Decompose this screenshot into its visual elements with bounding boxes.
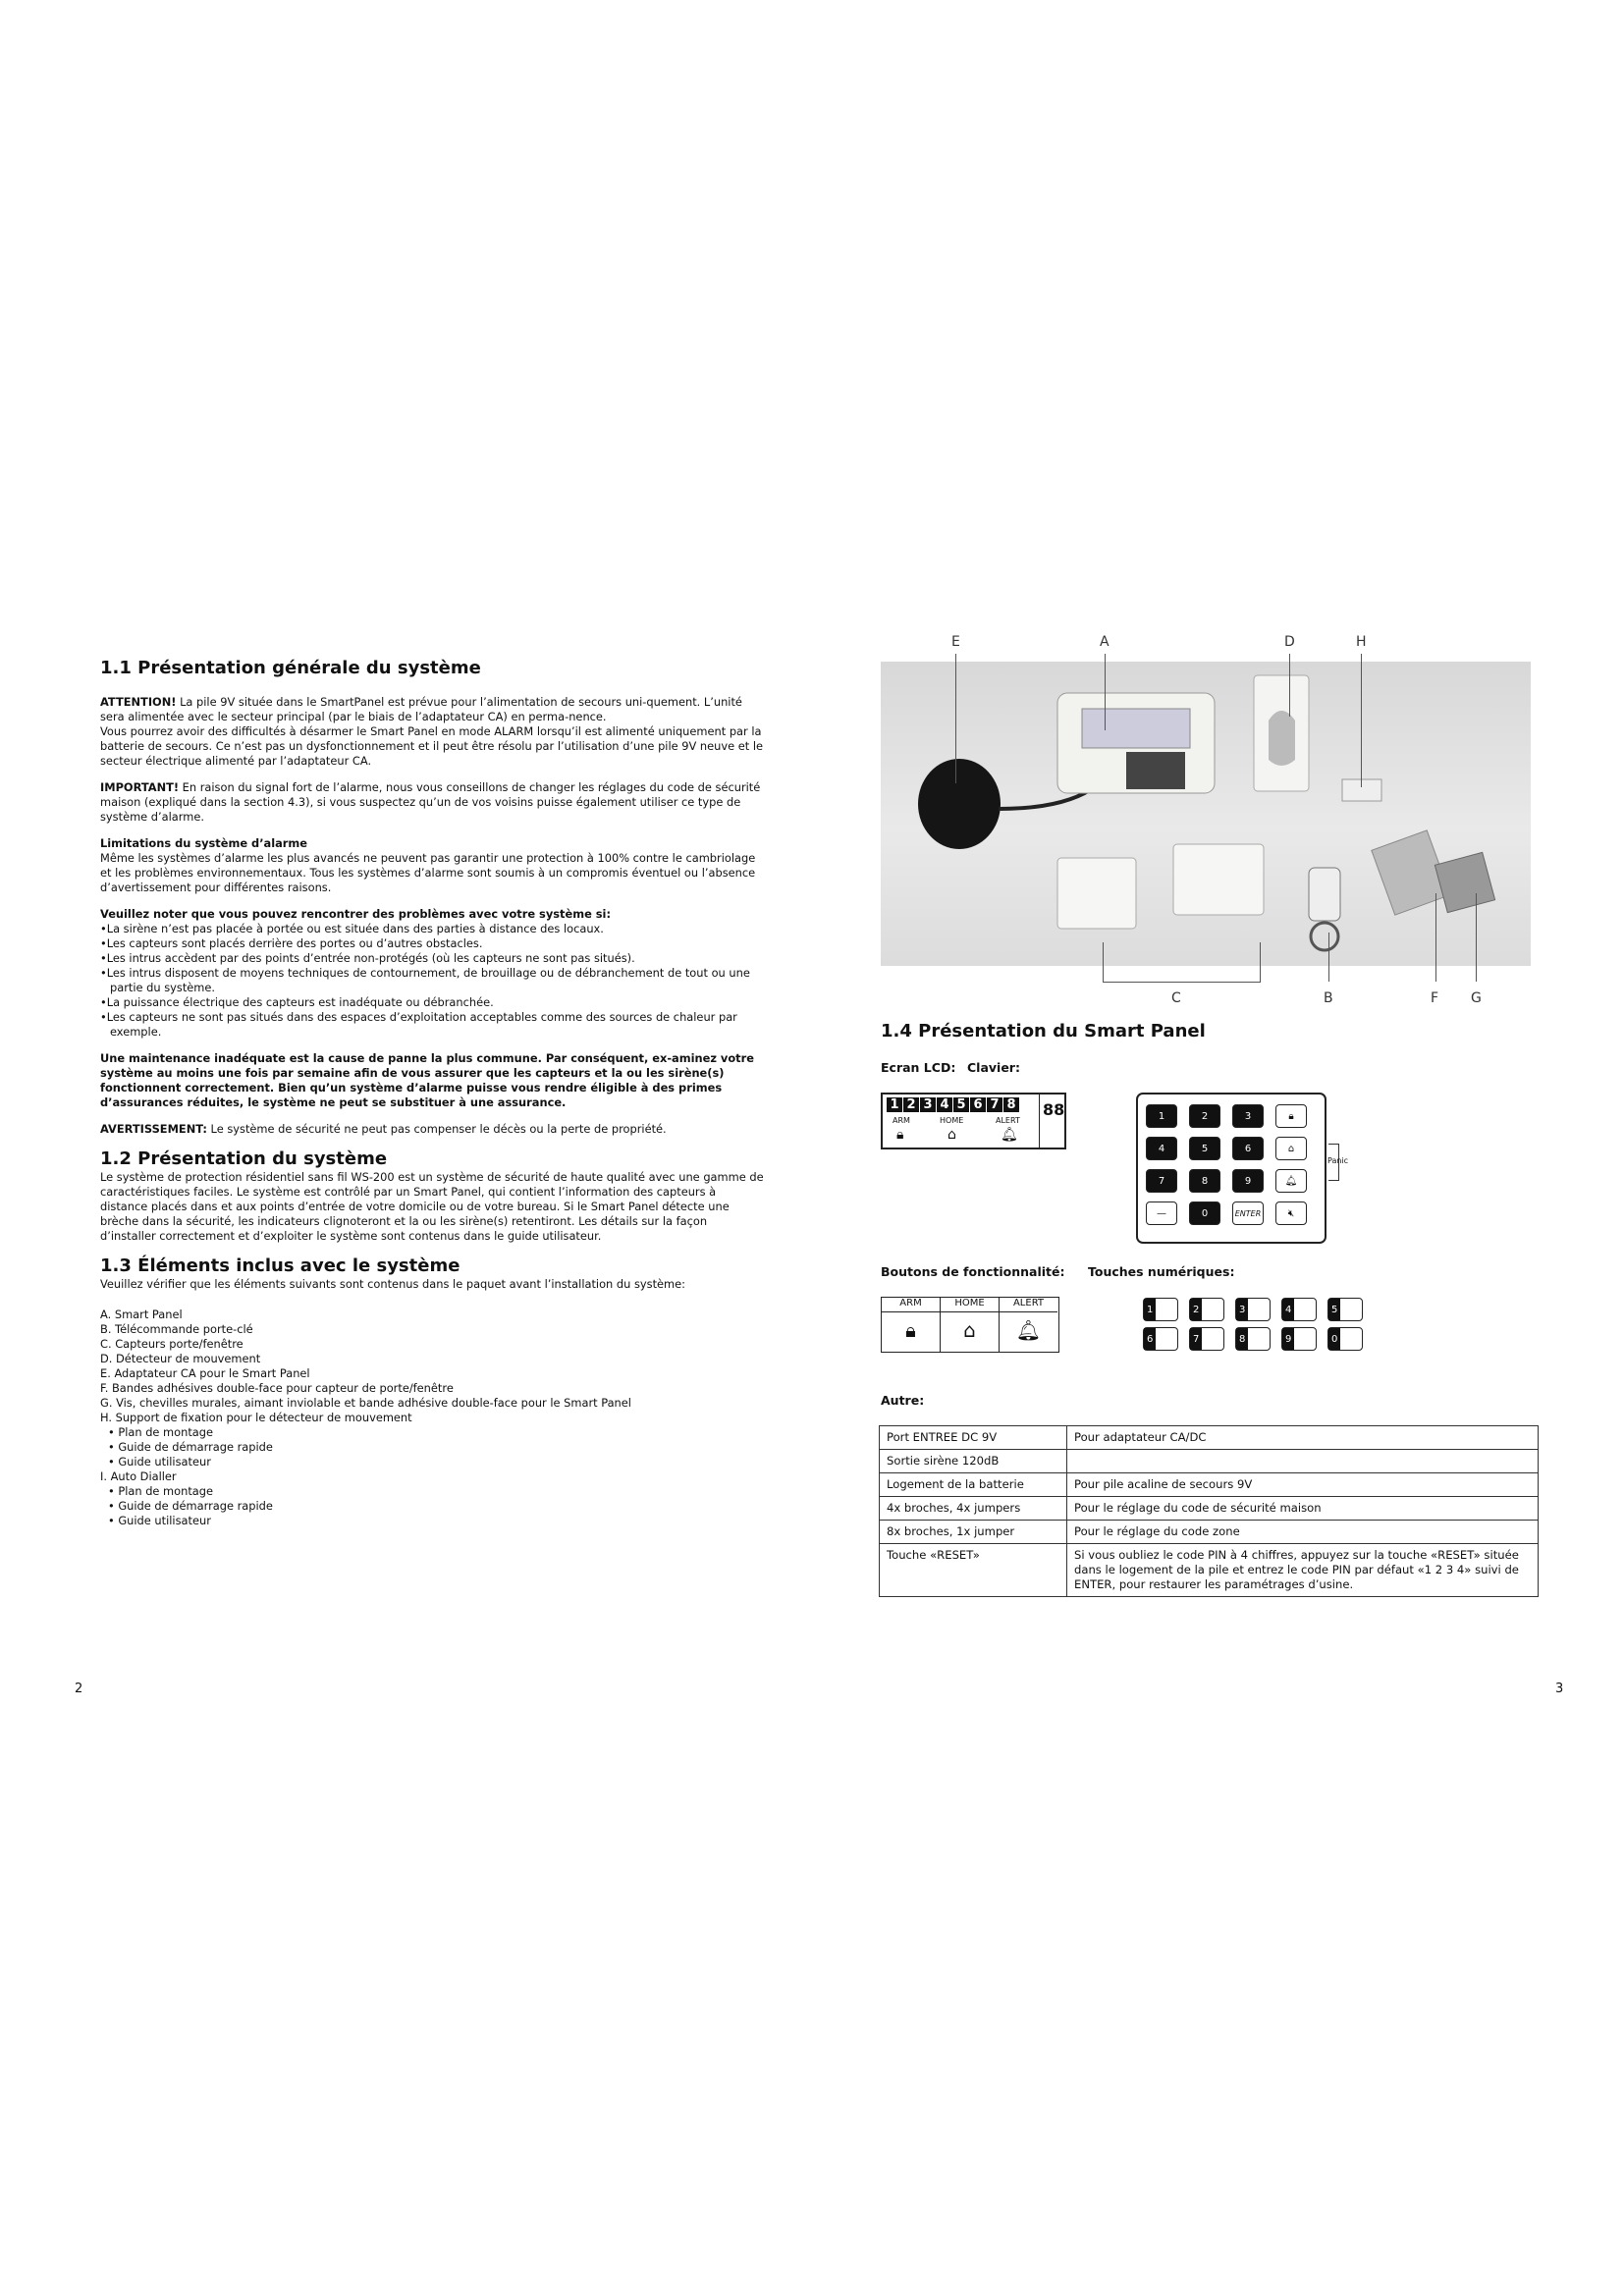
table-cell [1067, 1450, 1539, 1473]
lcd-alert-text: ALERT [996, 1116, 1020, 1125]
problems-title: Veuillez noter que vous pouvez rencontrer des problèmes avec votre système si: [100, 907, 612, 921]
numeric-key[interactable] [1235, 1298, 1271, 1321]
label-line [1289, 654, 1290, 717]
keypad-key-3[interactable]: 3 [1232, 1104, 1264, 1128]
list-item: • Plan de montage [108, 1484, 214, 1498]
list-item: D. Détecteur de mouvement [100, 1352, 261, 1365]
list-item: • Les capteurs ne sont pas situés dans des espaces d’exploitation acceptables comme des sources de chaleur par exemple. [100, 1010, 764, 1040]
section-1-1-title: 1.1 Présentation générale du système [100, 658, 481, 678]
table-row [880, 1473, 1539, 1497]
important-label: IMPORTANT! [100, 780, 180, 794]
table-cell: Pour adaptateur CA/DC [1067, 1426, 1539, 1450]
numeric-key[interactable] [1189, 1298, 1224, 1321]
label-line [1103, 982, 1261, 983]
warning-text: Le système de sécurité ne peut pas compenser le décès ou la perte de propriété. [206, 1122, 667, 1136]
alert-function-label: ALERT [1000, 1298, 1057, 1312]
keypad-key-2[interactable]: 2 [1189, 1104, 1220, 1128]
numeric-key-digit: 9 [1282, 1328, 1294, 1350]
keypad-key-0[interactable]: 0 [1189, 1201, 1220, 1225]
list-item: • Guide utilisateur [108, 1455, 211, 1468]
home-function-label: HOME [941, 1298, 999, 1312]
list-item: A. Smart Panel [100, 1308, 183, 1321]
arm-key[interactable] [1275, 1104, 1307, 1128]
other-features-table [879, 1425, 1539, 1597]
important-text: En raison du signal fort de l’alarme, nous vous conseillons de changer les réglages du code de sécurité maison (expliqué dans la section 4.3), si vous suspectez qu’un de vos voisins puisse également utiliser ce type de système d’alarme. [100, 780, 761, 824]
lcd-digit: 4 [937, 1097, 952, 1112]
page-number-right: 3 [1555, 1682, 1564, 1696]
problems-list [100, 922, 764, 1040]
photo-label-g: G [1471, 990, 1482, 1006]
product-photo [881, 662, 1531, 966]
section-1-2-title: 1.2 Présentation du système [100, 1148, 388, 1169]
numeric-key-digit: 7 [1190, 1328, 1202, 1350]
label-line [1435, 893, 1436, 982]
table-cell: Si vous oubliez le code PIN à 4 chiffres, appuyez sur la touche «RESET» située dans le logement de la pile et entrez le code PIN par défaut «1 2 3 4» suivi de ENTER, pour restaurer les paramétrages d’usine. [1067, 1544, 1539, 1597]
label-line [1328, 933, 1329, 982]
label-line [955, 654, 956, 783]
list-item: • Les intrus accèdent par des points d’entrée non-protégés (où les capteurs ne sont pas situés). [100, 951, 764, 966]
keypad-key-7[interactable]: 7 [1146, 1169, 1177, 1193]
enter-key[interactable]: ENTER [1232, 1201, 1264, 1225]
sensor-shape-2 [1173, 844, 1264, 915]
table-row [880, 1450, 1539, 1473]
keypad-key-6[interactable]: 6 [1232, 1137, 1264, 1160]
table-cell: Pour pile acaline de secours 9V [1067, 1473, 1539, 1497]
section-1-3-title: 1.3 Éléments inclus avec le système [100, 1255, 460, 1276]
limitations-title: Limitations du système d’alarme [100, 836, 308, 850]
bell-icon: 🔔︎ [1001, 1127, 1018, 1143]
bypass-icon: — [1157, 1207, 1166, 1219]
list-item: E. Adaptateur CA pour le Smart Panel [100, 1366, 310, 1380]
lock-icon: 🔒︎ [1288, 1110, 1294, 1122]
bell-icon: 🔔︎ [1284, 1175, 1298, 1187]
lcd-digit: 1 [887, 1097, 902, 1112]
photo-label-c: C [1171, 990, 1181, 1006]
photo-label-e: E [951, 634, 960, 650]
section-1-3-intro: Veuillez vérifier que les éléments suivants sont contenus dans le paquet avant l’installation du système: [100, 1277, 685, 1291]
table-cell: Sortie sirène 120dB [880, 1450, 1067, 1473]
list-item: • La puissance électrique des capteurs est inadéquate ou débranchée. [100, 995, 764, 1010]
battery-paragraph: Vous pourrez avoir des difficultés à désarmer le Smart Panel en mode ALARM lorsqu’il est alimenté uniquement par la batterie de secours. Ce n’est pas un dysfonctionnement et il peut être résolu par l’utilisation d’une pile 9V neuve et le secteur électrique alimenté par l’adaptateur CA. [100, 724, 763, 768]
other-label: Autre: [881, 1393, 925, 1408]
numeric-key[interactable] [1327, 1327, 1363, 1351]
numeric-key[interactable] [1327, 1298, 1363, 1321]
photo-label-a: A [1100, 634, 1110, 650]
table-cell: Pour le réglage du code zone [1067, 1521, 1539, 1544]
label-line [1103, 942, 1104, 982]
table-row [880, 1426, 1539, 1450]
list-item: • Guide utilisateur [108, 1514, 211, 1527]
list-item: I. Auto Dialler [100, 1469, 177, 1483]
label-line [1476, 893, 1477, 982]
section-1-4-title: 1.4 Présentation du Smart Panel [881, 1021, 1206, 1041]
table-cell: 4x broches, 4x jumpers [880, 1497, 1067, 1521]
list-item: • Les capteurs sont placés derrière des portes ou d’autres obstacles. [100, 936, 764, 951]
house-icon: ⌂ [963, 1318, 976, 1342]
section-1-2-text: Le système de protection résidentiel sans fil WS-200 est un système de sécurité de haute qualité avec une gamme de caractéristiques faciles. Le système est contrôlé par un Smart Panel, qui contient l’information des capteurs à distance placés dans et aux points d’entrée de votre domicile ou de votre bureau. Si le Smart Panel détecte une brèche dans la sécurité, les indicateurs clignoteront et la ou les sirène(s) retentiront. Les détails sur la façon d’installer correctement et d’exploiter le système sont contenus dans le guide utilisateur. [100, 1170, 764, 1243]
bell-icon: 🔔︎ [1015, 1318, 1042, 1342]
list-item: • Les intrus disposent de moyens techniques de contournement, de brouillage ou de débranchement de tout ou une partie du système. [100, 966, 764, 995]
lock-icon: 🔒︎ [905, 1318, 916, 1342]
lcd-digit: 2 [903, 1097, 919, 1112]
product-illustration [881, 662, 1531, 966]
list-item: G. Vis, chevilles murales, aimant inviolable et bande adhésive double-face pour le Smart Panel [100, 1396, 631, 1410]
table-row [880, 1521, 1539, 1544]
arm-function-label: ARM [882, 1298, 940, 1312]
label-line [1361, 654, 1362, 787]
alert-key[interactable] [1275, 1169, 1307, 1193]
lcd-zone-digits [887, 1097, 1019, 1112]
lcd-digit: 6 [970, 1097, 986, 1112]
table-cell: 8x broches, 1x jumper [880, 1521, 1067, 1544]
function-buttons-label: Boutons de fonctionnalité: [881, 1264, 1065, 1279]
table-cell: Logement de la batterie [880, 1473, 1067, 1497]
lcd-screen [881, 1093, 1066, 1149]
photo-label-d: D [1284, 634, 1295, 650]
adapter-shape [918, 759, 1001, 849]
numeric-key-digit: 2 [1190, 1299, 1202, 1320]
numeric-key-digit: 5 [1328, 1299, 1340, 1320]
warning-paragraph [100, 1122, 764, 1137]
important-paragraph [100, 780, 764, 825]
table-row [880, 1544, 1539, 1597]
mute-key[interactable] [1275, 1201, 1307, 1225]
keypad-key-4[interactable]: 4 [1146, 1137, 1177, 1160]
list-item: • Guide de démarrage rapide [108, 1499, 273, 1513]
house-icon: ⌂ [947, 1127, 956, 1143]
table-row [880, 1497, 1539, 1521]
house-icon: ⌂ [1287, 1143, 1295, 1154]
bypass-key[interactable] [1146, 1201, 1177, 1225]
lcd-digit: 3 [920, 1097, 936, 1112]
list-item: • La sirène n’est pas placée à portée ou est située dans des parties à distance des locaux. [100, 922, 764, 936]
table-cell: Touche «RESET» [880, 1544, 1067, 1597]
label-line [1105, 654, 1106, 730]
lcd-digit: 7 [987, 1097, 1002, 1112]
numeric-key-digit: 3 [1236, 1299, 1248, 1320]
lcd-arm-text: ARM [893, 1116, 910, 1125]
keypad-key-1[interactable]: 1 [1146, 1104, 1177, 1128]
alert-function-button[interactable] [1000, 1298, 1057, 1352]
numeric-key-digit: 8 [1236, 1328, 1248, 1350]
warning-label: AVERTISSEMENT: [100, 1122, 207, 1136]
list-item: • Plan de montage [108, 1425, 214, 1439]
table-cell: Port ENTREE DC 9V [880, 1426, 1067, 1450]
keypad-key-8[interactable]: 8 [1189, 1169, 1220, 1193]
speaker-mute-icon: 🔇︎ [1287, 1207, 1295, 1219]
numeric-key-digit: 0 [1328, 1328, 1340, 1350]
attention-label: ATTENTION! [100, 695, 177, 709]
numeric-key[interactable] [1281, 1327, 1317, 1351]
attention-paragraph [100, 695, 764, 724]
home-key[interactable] [1275, 1137, 1307, 1160]
included-items-list [100, 1308, 764, 1528]
keypad-key-5[interactable]: 5 [1189, 1137, 1220, 1160]
lock-icon: 🔒︎ [896, 1127, 904, 1143]
numeric-key-digit: 4 [1282, 1299, 1294, 1320]
list-item: H. Support de fixation pour le détecteur de mouvement [100, 1411, 412, 1424]
sensor-shape-1 [1057, 858, 1136, 929]
limitations-text: Même les systèmes d’alarme les plus avancés ne peuvent pas garantir une protection à 100% contre le cambriolage et les problèmes environnementaux. Tous les systèmes d’alarme sont soumis à un compromis éventuel ou l’absence d’avertissement pour différentes raisons. [100, 851, 756, 894]
list-item: • Guide de démarrage rapide [108, 1440, 273, 1454]
numeric-key[interactable] [1235, 1327, 1271, 1351]
keypad-key-9[interactable]: 9 [1232, 1169, 1264, 1193]
numeric-key[interactable] [1143, 1298, 1178, 1321]
list-item: B. Télécommande porte-clé [100, 1322, 253, 1336]
numeric-key-digit: 6 [1144, 1328, 1156, 1350]
remote-shape [1309, 868, 1340, 921]
attention-text: La pile 9V située dans le SmartPanel est prévue pour l’alimentation de secours uni-quement. L’unité sera alimentée avec le secteur principal (par le biais de l’adaptateur CA) en perma-nence. [100, 695, 742, 723]
numeric-key[interactable] [1189, 1327, 1224, 1351]
maintenance-paragraph: Une maintenance inadéquate est la cause de panne la plus commune. Par conséquent, ex-aminez votre système au moins une fois par semaine afin de vous assurer que les capteurs et la ou les sirène(s) fonctionnent correctement. Bien qu’un système d’alarme puisse vous rendre éligible à des primes d’assurances réduites, le système ne peut se substituer à une assurance. [100, 1051, 754, 1109]
keypad-label: Clavier: [967, 1060, 1020, 1075]
lcd-label: Ecran LCD: [881, 1060, 956, 1075]
lcd-big-digits: 88 [1043, 1100, 1065, 1119]
numeric-keys-label: Touches numériques: [1088, 1264, 1235, 1279]
photo-label-b: B [1324, 990, 1333, 1006]
home-function-button[interactable] [941, 1298, 1000, 1352]
arm-function-button[interactable] [882, 1298, 941, 1352]
photo-label-f: F [1431, 990, 1439, 1006]
function-buttons [881, 1297, 1059, 1353]
left-page [100, 658, 764, 1528]
list-item: F. Bandes adhésives double-face pour capteur de porte/fenêtre [100, 1381, 454, 1395]
lcd-digit: 8 [1003, 1097, 1019, 1112]
numeric-key[interactable] [1143, 1327, 1178, 1351]
lcd-digit: 5 [953, 1097, 969, 1112]
photo-label-h: H [1356, 634, 1367, 650]
panic-label: Panic [1327, 1156, 1349, 1165]
numeric-key-digit: 1 [1144, 1299, 1156, 1320]
numeric-key[interactable] [1281, 1298, 1317, 1321]
lcd-home-text: HOME [940, 1116, 964, 1125]
label-line [1260, 942, 1261, 982]
page-number-left: 2 [75, 1682, 83, 1696]
keypad [1136, 1093, 1326, 1244]
list-item: C. Capteurs porte/fenêtre [100, 1337, 244, 1351]
table-cell: Pour le réglage du code de sécurité maison [1067, 1497, 1539, 1521]
